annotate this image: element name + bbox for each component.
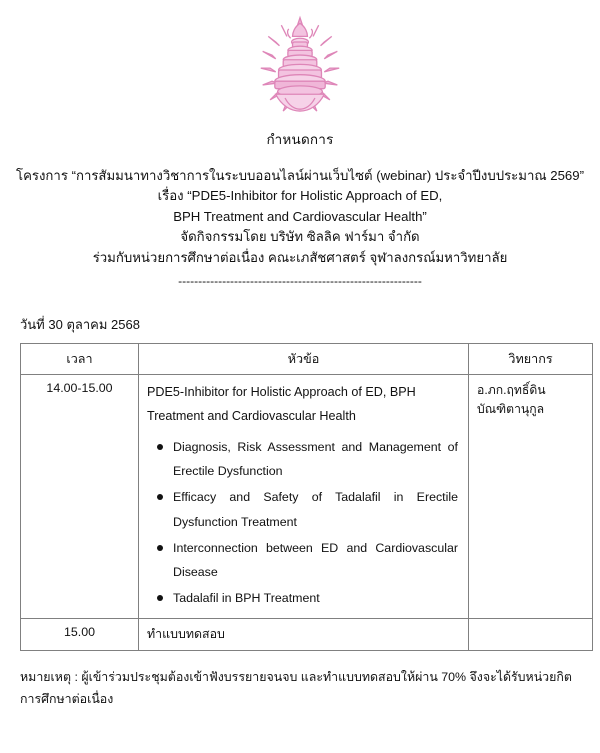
topic-heading-line-2: Treatment and Cardiovascular Health xyxy=(147,409,356,424)
divider: ------------------------------------------------------------- xyxy=(178,274,422,289)
chulalongkorn-university-emblem-icon xyxy=(244,14,356,126)
list-item: Efficacy and Safety of Tadalafil in Erectile Dysfunction Treatment xyxy=(173,485,460,533)
heading-block xyxy=(14,166,586,268)
list-item: Interconnection between ED and Cardiovascular Disease xyxy=(173,536,460,584)
heading-line-3: BPH Treatment and Cardiovascular Health” xyxy=(173,208,427,224)
column-header-speaker: วิทยากร xyxy=(469,344,593,375)
table-row xyxy=(21,619,593,651)
table-row xyxy=(21,375,593,619)
heading-line-2: เรื่อง “PDE5-Inhibitor for Holistic Approach of ED, xyxy=(157,188,443,204)
topic-bullet-list xyxy=(147,435,460,610)
cell-speaker: อ.ภก.ฤทธิ์ดิน บัณฑิตานุกูล xyxy=(469,375,593,619)
list-item: Diagnosis, Risk Assessment and Management of Erectile Dysfunction xyxy=(173,435,460,483)
cell-time: 14.00-15.00 xyxy=(21,375,139,619)
cell-topic xyxy=(139,375,469,619)
footnote: หมายเหตุ : ผู้เข้าร่วมประชุมต้องเข้าฟังบรรยายจนจบ และทำแบบทดสอบให้ผ่าน 70% จึงจะได้รับหน่วยกิตการศึกษาต่อเนื่อง xyxy=(20,670,572,707)
topic-heading-line-1: PDE5-Inhibitor for Holistic Approach of ED, BPH xyxy=(147,385,416,400)
column-header-topic: หัวข้อ xyxy=(139,344,469,375)
column-header-time: เวลา xyxy=(21,344,139,375)
cell-topic: ทำแบบทดสอบ xyxy=(139,619,469,651)
cell-time: 15.00 xyxy=(21,619,139,651)
list-item: Tadalafil in BPH Treatment xyxy=(173,586,460,610)
emblem-container xyxy=(14,14,586,126)
heading-line-4: จัดกิจกรรมโดย บริษัท ซิลลิค ฟาร์มา จำกัด xyxy=(180,229,420,245)
table-header-row xyxy=(21,344,593,375)
heading-line-1: โครงการ “การสัมมนาทางวิชาการในระบบออนไลน์ผ่านเว็บไซต์ (webinar) ประจำปีงบประมาณ 2569” xyxy=(16,168,584,183)
page-title: กำหนดการ xyxy=(266,132,334,147)
schedule-table xyxy=(20,343,593,651)
cell-speaker xyxy=(469,619,593,651)
date-line: วันที่ 30 ตุลาคม 2568 xyxy=(20,317,140,333)
heading-line-5: ร่วมกับหน่วยการศึกษาต่อเนื่อง คณะเภสัชศาสตร์ จุฬาลงกรณ์มหาวิทยาลัย xyxy=(92,249,508,265)
